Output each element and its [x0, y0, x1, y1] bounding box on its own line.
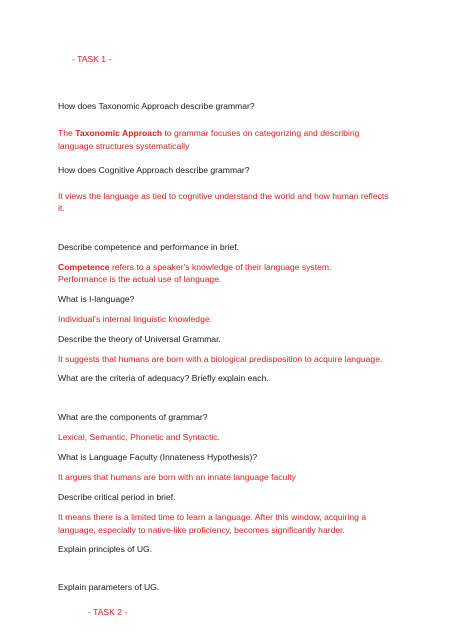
answer-critical-period-line-1: It means there is a limited time to learn a language. After this window, acquiring a [58, 512, 367, 522]
question-cognitive-approach: How does Cognitive Approach describe grammar? [58, 165, 250, 175]
task-2-heading: - TASK 2 - [88, 607, 128, 617]
question-i-language: What is I-language? [58, 294, 135, 304]
question-competence-performance: Describe competence and performance in brief. [58, 242, 240, 252]
question-parameters-of-ug: Explain parameters of UG. [58, 582, 160, 592]
question-universal-grammar: Describe the theory of Universal Grammar. [58, 334, 221, 344]
question-language-faculty: What is Language Faculty (Innateness Hypothesis)? [58, 452, 258, 462]
answer-taxonomic-bold-term: Taxonomic Approach [75, 128, 163, 138]
answer-taxonomic-line-2: language structures systematically [58, 141, 190, 151]
question-critical-period: Describe critical period in brief. [58, 492, 176, 502]
answer-competence-rest: refers to a speaker's knowledge of their language system. [109, 262, 332, 272]
answer-cognitive-line-2: it. [58, 203, 65, 213]
answer-cognitive-line-1: It views the language as tied to cognitive understand the world and how human reflects [58, 191, 389, 201]
answer-critical-period-line-2: language, especially to native-like proficiency, becomes significantly harder. [58, 525, 345, 535]
answer-competence-bold-term: Competence [58, 262, 110, 272]
answer-language-faculty: It argues that humans are born with an innate language faculty [58, 472, 296, 482]
answer-universal-grammar: It suggests that humans are born with a biological predisposition to acquire language. [58, 354, 383, 364]
answer-components-of-grammar: Lexical, Semantic, Phonetic and Syntactic. [58, 432, 220, 442]
question-criteria-of-adequacy: What are the criteria of adequacy? Briefly explain each. [58, 373, 269, 383]
question-components-of-grammar: What are the components of grammar? [58, 412, 208, 422]
answer-taxonomic-prefix: The [58, 128, 76, 138]
answer-i-language: Individual's internal linguistic knowledge. [58, 314, 213, 324]
answer-competence-line-1 [58, 261, 331, 273]
answer-competence-line-2: Performance is the actual use of language. [58, 274, 222, 284]
question-principles-of-ug: Explain principles of UG. [58, 544, 153, 554]
answer-taxonomic-rest: to grammar focuses on categorizing and describing [162, 128, 360, 138]
task-1-heading: - TASK 1 - [72, 54, 112, 64]
question-taxonomic-approach: How does Taxonomic Approach describe grammar? [58, 101, 255, 111]
answer-taxonomic-line-1 [58, 127, 359, 139]
